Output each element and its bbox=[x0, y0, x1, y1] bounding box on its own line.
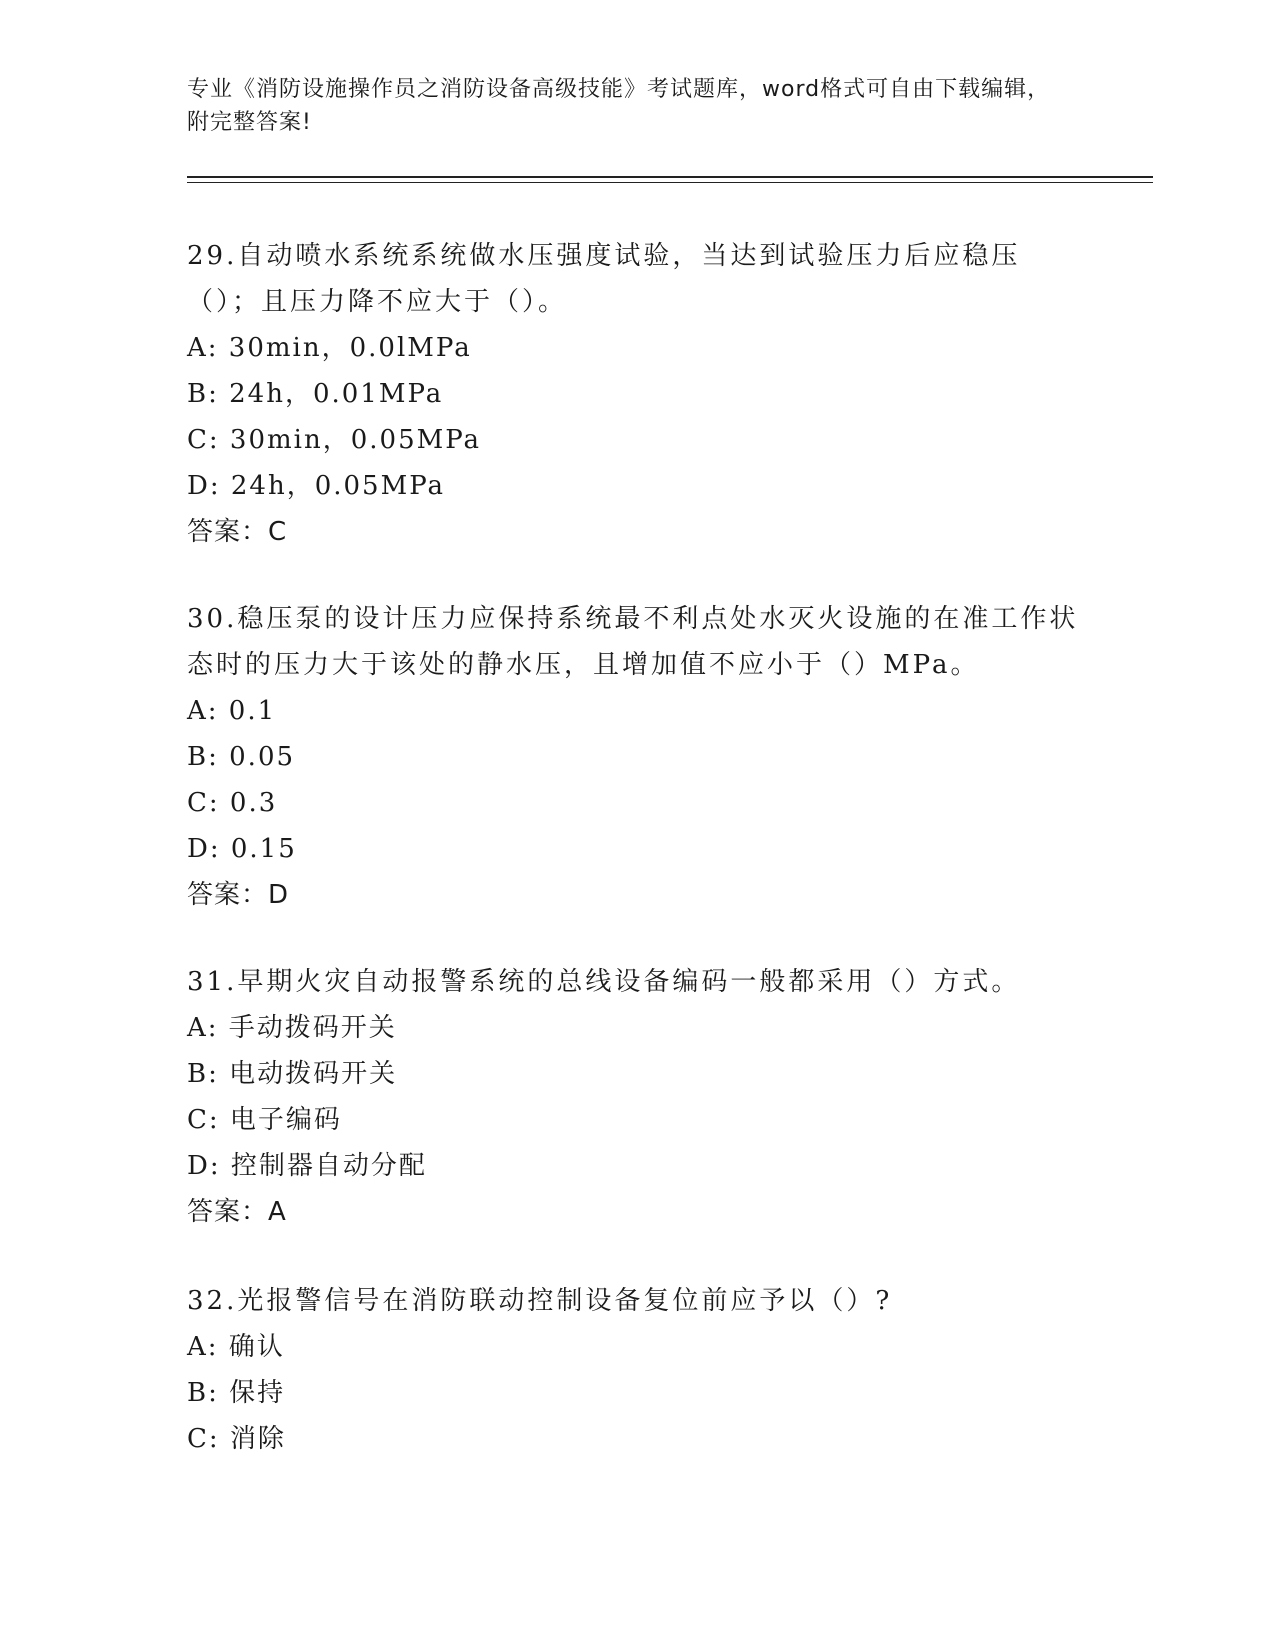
header-divider-thin bbox=[187, 182, 1153, 183]
question-text: 32.光报警信号在消防联动控制设备复位前应予以（）? bbox=[187, 1286, 893, 1316]
option-a: A: 0.1 bbox=[187, 696, 277, 726]
option-d: D: 24h，0.05MPa bbox=[187, 471, 446, 501]
question-31 bbox=[187, 959, 1087, 1235]
option-b: B: 保持 bbox=[187, 1378, 286, 1408]
answer: 答案：D bbox=[187, 880, 290, 910]
option-c: C: 0.3 bbox=[187, 788, 278, 818]
document-header: 专业《消防设施操作员之消防设备高级技能》考试题库，word格式可自由下载编辑，附完整答案! bbox=[187, 77, 1051, 135]
question-32 bbox=[187, 1278, 1087, 1462]
option-a: A: 确认 bbox=[187, 1332, 285, 1362]
option-a: A: 手动拨码开关 bbox=[187, 1013, 397, 1043]
question-text: 31.早期火灾自动报警系统的总线设备编码一般都采用（）方式。 bbox=[187, 967, 1021, 997]
question-text: 30.稳压泵的设计压力应保持系统最不利点处水灭火设施的在准工作状态时的压力大于该处的静水压，且增加值不应小于（）MPa。 bbox=[187, 604, 1079, 680]
option-b: B: 电动拨码开关 bbox=[187, 1059, 398, 1089]
option-d: D: 0.15 bbox=[187, 834, 297, 864]
option-a: A: 30min，0.0lMPa bbox=[187, 333, 472, 363]
question-30 bbox=[187, 596, 1087, 918]
answer: 答案：C bbox=[187, 517, 288, 547]
option-c: C: 30min，0.05MPa bbox=[187, 425, 482, 455]
option-b: B: 24h，0.01MPa bbox=[187, 379, 444, 409]
option-c: C: 消除 bbox=[187, 1424, 286, 1454]
option-b: B: 0.05 bbox=[187, 742, 296, 772]
header-divider-thick bbox=[187, 176, 1153, 178]
option-d: D: 控制器自动分配 bbox=[187, 1151, 427, 1181]
question-text: 29.自动喷水系统系统做水压强度试验，当达到试验压力后应稳压（）；且压力降不应大于（）。 bbox=[187, 241, 1021, 317]
option-c: C: 电子编码 bbox=[187, 1105, 342, 1135]
question-29 bbox=[187, 233, 1087, 555]
answer: 答案：A bbox=[187, 1197, 287, 1227]
